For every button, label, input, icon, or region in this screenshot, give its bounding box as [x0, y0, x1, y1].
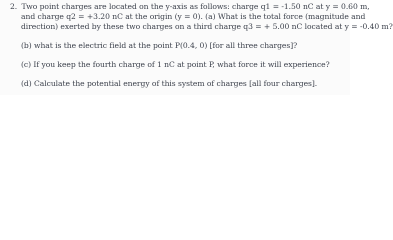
part-c-question: (c) If you keep the fourth charge of 1 nC at point P, what force it will experience?: [21, 60, 330, 69]
part-b-question: (b) what is the electric field at the point P(0.4, 0) [for all three charges]?: [21, 41, 298, 50]
problem-document: [0, 0, 393, 95]
problem-line-3: direction) exerted by these two charges on a third charge q3 = + 5.00 nC located at y = -0.40 m?: [21, 22, 393, 31]
problem-line-2: and charge q2 = +3.20 nC at the origin (y = 0). (a) What is the total force (magnitude and: [21, 12, 366, 21]
problem-line-1: [10, 2, 370, 12]
problem-intro-text-1: Two point charges are located on the y-axis as follows: charge q1 = -1.50 nC at y = 0.60 m,: [21, 2, 370, 11]
problem-number: 2.: [10, 2, 18, 11]
part-d-question: (d) Calculate the potential energy of this system of charges [all four charges].: [21, 79, 318, 88]
